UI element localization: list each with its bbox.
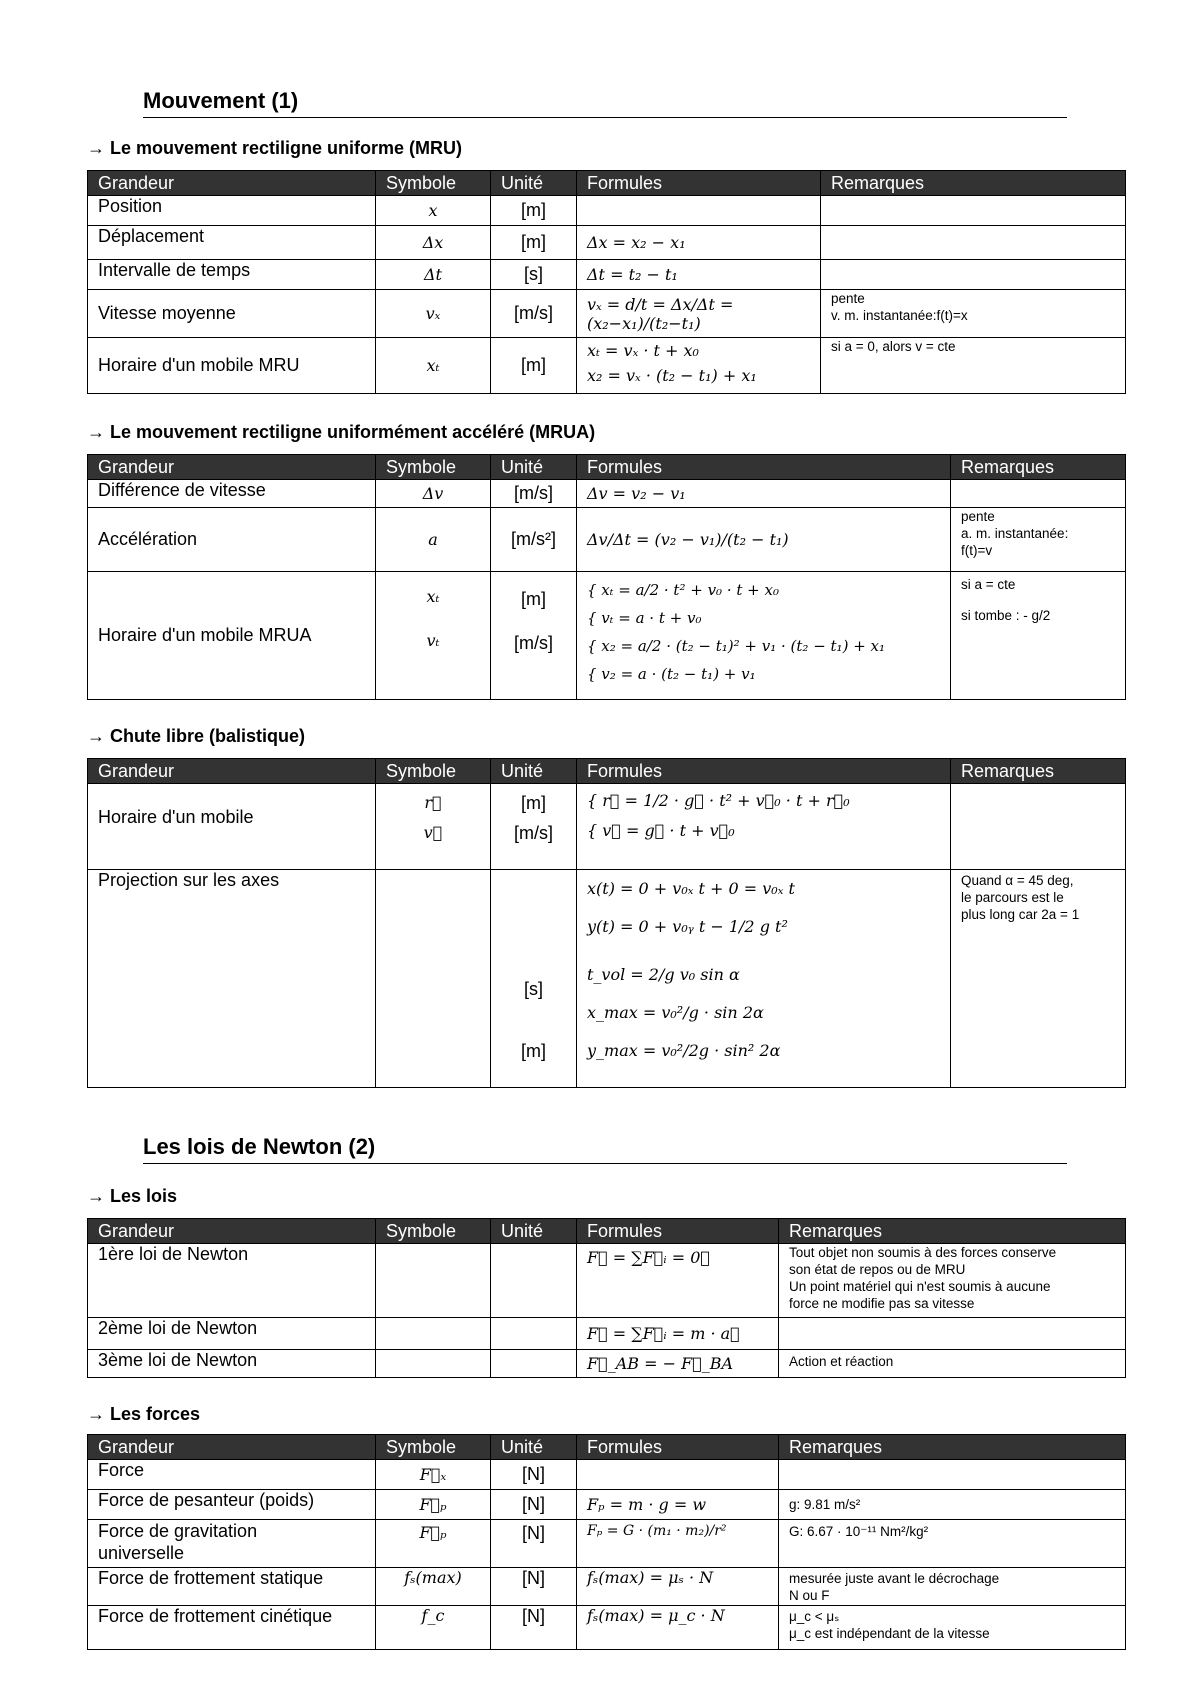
header-symbole: Symbole	[376, 171, 491, 196]
section-title-chute-libre: → Chute libre (balistique)	[87, 726, 306, 746]
formula-line: { v₂ = a · (t₂ − t₁) + v₁	[587, 665, 756, 683]
header-symbole: Symbole	[376, 455, 491, 480]
table-row	[88, 1490, 1126, 1520]
cell-remarque	[821, 260, 1126, 290]
symbole-line: xₜ	[426, 587, 440, 606]
header-unite: Unité	[491, 759, 577, 784]
table-row	[88, 1606, 1126, 1650]
cell-symbole	[376, 784, 491, 870]
formula-line: { vₜ = a · t + v₀	[587, 609, 702, 627]
header-grandeur: Grandeur	[88, 1219, 376, 1244]
cell-grandeur: Différence de vitesse	[88, 480, 376, 508]
formula-line: { xₜ = a/2 · t² + v₀ · t + x₀	[587, 581, 779, 599]
cell-unite: [m/s²]	[491, 508, 577, 572]
formula-line: { v⃗ = g⃗ · t + v⃗₀	[587, 821, 735, 840]
table-row	[88, 1568, 1126, 1606]
cell-remarque	[951, 784, 1126, 870]
cell-formule: Fₚ = m · g = w	[577, 1490, 779, 1520]
cell-grandeur: Horaire d'un mobile MRUA	[88, 572, 376, 700]
cell-symbole: x	[376, 196, 491, 226]
remarque-line: force ne modifie pas sa vitesse	[789, 1296, 975, 1311]
table-row	[88, 1318, 1126, 1350]
formula-line: x₂ = vₓ · (t₂ − t₁) + x₁	[587, 366, 757, 385]
unite-line: [s]	[523, 979, 543, 999]
cell-formule: Δv/Δt = (v₂ − v₁)/(t₂ − t₁)	[577, 508, 951, 572]
cell-grandeur: 3ème loi de Newton	[88, 1350, 376, 1378]
header-grandeur: Grandeur	[88, 1435, 376, 1460]
table-row	[88, 1350, 1126, 1378]
section-title-lois: → Les lois	[87, 1186, 178, 1206]
cell-remarque	[779, 1318, 1126, 1350]
header-formules: Formules	[577, 455, 951, 480]
section-title-forces: → Les forces	[87, 1404, 201, 1424]
cell-unite: [m/s]	[491, 480, 577, 508]
symbole-line: vₜ	[426, 631, 440, 650]
header-grandeur: Grandeur	[88, 171, 376, 196]
table-chute-libre	[87, 758, 1126, 1088]
cell-unite: [N]	[491, 1606, 577, 1650]
cell-formule	[577, 196, 821, 226]
table-row	[88, 226, 1126, 260]
cell-grandeur: Horaire d'un mobile MRU	[88, 338, 376, 394]
cell-unite: [m]	[491, 196, 577, 226]
table-row	[88, 260, 1126, 290]
cell-symbole: Δt	[376, 260, 491, 290]
section-title-mrua: → Le mouvement rectiligne uniformément accéléré (MRUA)	[87, 422, 596, 442]
cell-grandeur	[88, 1520, 376, 1568]
cell-grandeur: Intervalle de temps	[88, 260, 376, 290]
remarque-line: plus long car 2a = 1	[961, 907, 1080, 922]
remarque-line: pente	[961, 509, 995, 524]
table-header-row	[88, 455, 1126, 480]
cell-grandeur: 2ème loi de Newton	[88, 1318, 376, 1350]
unite-line: [m/s]	[514, 823, 553, 843]
chapter-title-newton: Les lois de Newton (2)	[143, 1134, 1067, 1164]
cell-unite: [N]	[491, 1460, 577, 1490]
cell-formule: F⃗ = ∑F⃗ᵢ = 0⃗	[577, 1244, 779, 1318]
cell-grandeur: Force de pesanteur (poids)	[88, 1490, 376, 1520]
cell-formule: Δt = t₂ − t₁	[577, 260, 821, 290]
cell-formule	[577, 572, 951, 700]
cell-symbole: vₓ	[376, 290, 491, 338]
remarque-line: le parcours est le	[961, 890, 1064, 905]
section-title-mru: → Le mouvement rectiligne uniforme (MRU)	[87, 138, 463, 158]
table-forces	[87, 1434, 1126, 1650]
cell-remarque	[821, 290, 1126, 338]
remarque-line: si a = cte	[961, 577, 1016, 592]
cell-formule: fₛ(max) = μ_c · N	[577, 1606, 779, 1650]
remarque-line: son état de repos ou de MRU	[789, 1262, 966, 1277]
cell-formule	[577, 784, 951, 870]
header-formules: Formules	[577, 171, 821, 196]
remarque-line: mesurée juste avant le décrochage	[789, 1571, 1000, 1586]
cell-symbole: f_c	[376, 1606, 491, 1650]
unite-line: [m/s]	[514, 633, 553, 653]
table-row	[88, 480, 1126, 508]
header-formules: Formules	[577, 1435, 779, 1460]
cell-remarque: Action et réaction	[779, 1350, 1126, 1378]
cell-grandeur: Force de frottement statique	[88, 1568, 376, 1606]
cell-formule: F⃗ = ∑F⃗ᵢ = m · a⃗	[577, 1318, 779, 1350]
cell-symbole: F⃗ₓ	[376, 1460, 491, 1490]
unite-line: [m]	[521, 793, 546, 813]
cell-unite: [N]	[491, 1520, 577, 1568]
cell-remarque	[779, 1460, 1126, 1490]
cell-unite: [s]	[491, 260, 577, 290]
cell-unite: [N]	[491, 1490, 577, 1520]
remarque-line: si tombe : - g/2	[961, 608, 1051, 623]
cell-remarque: G: 6.67 · 10⁻¹¹ Nm²/kg²	[779, 1520, 1126, 1568]
remarque-line: a. m. instantanée:	[961, 526, 1069, 541]
cell-symbole	[376, 1318, 491, 1350]
unite-line: [m]	[521, 589, 546, 609]
cell-unite	[491, 870, 577, 1088]
remarque-line: pente	[831, 291, 865, 306]
header-unite: Unité	[491, 1219, 577, 1244]
formula-line: t_vol = 2/g v₀ sin α	[587, 965, 740, 984]
cell-grandeur: Déplacement	[88, 226, 376, 260]
cell-formule: fₛ(max) = μₛ · N	[577, 1568, 779, 1606]
table-lois	[87, 1218, 1126, 1378]
remarque-line: v. m. instantanée:f(t)=x	[831, 308, 968, 323]
cell-remarque	[951, 572, 1126, 700]
cell-remarque	[951, 870, 1126, 1088]
cell-formule	[577, 338, 821, 394]
formula-line: y(t) = 0 + v₀ᵧ t − 1/2 g t²	[587, 917, 788, 936]
cell-formule: vₓ = d/t = Δx/Δt = (x₂−x₁)/(t₂−t₁)	[577, 290, 821, 338]
table-header-row	[88, 759, 1126, 784]
table-row	[88, 1460, 1126, 1490]
header-remarques: Remarques	[951, 759, 1126, 784]
cell-formule	[577, 870, 951, 1088]
cell-unite	[491, 1350, 577, 1378]
table-row	[88, 290, 1126, 338]
cell-formule: Δv = v₂ − v₁	[577, 480, 951, 508]
header-symbole: Symbole	[376, 759, 491, 784]
formula-line: { r⃗ = 1/2 · g⃗ · t² + v⃗₀ · t + r⃗₀	[587, 791, 850, 810]
cell-symbole	[376, 870, 491, 1088]
cell-remarque	[779, 1568, 1126, 1606]
table-header-row	[88, 1219, 1126, 1244]
header-symbole: Symbole	[376, 1435, 491, 1460]
cell-grandeur: Force	[88, 1460, 376, 1490]
table-row	[88, 784, 1126, 870]
table-row	[88, 508, 1126, 572]
chapter-title-mouvement: Mouvement (1)	[143, 88, 1067, 118]
header-remarques: Remarques	[779, 1219, 1126, 1244]
remarque-line: N ou F	[789, 1588, 830, 1603]
header-unite: Unité	[491, 171, 577, 196]
cell-unite	[491, 784, 577, 870]
table-row	[88, 338, 1126, 394]
remarque-line: Quand α = 45 deg,	[961, 873, 1074, 888]
header-grandeur: Grandeur	[88, 759, 376, 784]
header-symbole: Symbole	[376, 1219, 491, 1244]
formula-line: y_max = v₀²/2g · sin² 2α	[587, 1041, 781, 1060]
header-remarques: Remarques	[779, 1435, 1126, 1460]
formula-line: { x₂ = a/2 · (t₂ − t₁)² + v₁ · (t₂ − t₁) + x₁	[587, 637, 886, 655]
cell-symbole: Δv	[376, 480, 491, 508]
cell-symbole	[376, 1244, 491, 1318]
cell-grandeur: Vitesse moyenne	[88, 290, 376, 338]
remarque-line: Un point matériel qui n'est soumis à aucune	[789, 1279, 1051, 1294]
table-row	[88, 572, 1126, 700]
cell-unite: [m]	[491, 226, 577, 260]
remarque-line: μ_c est indépendant de la vitesse	[789, 1626, 990, 1641]
cell-remarque	[779, 1606, 1126, 1650]
header-formules: Formules	[577, 1219, 779, 1244]
cell-unite	[491, 572, 577, 700]
grandeur-line: universelle	[98, 1543, 185, 1563]
cell-symbole: fₛ(max)	[376, 1568, 491, 1606]
cell-remarque: si a = 0, alors v = cte	[821, 338, 1126, 394]
header-formules: Formules	[577, 759, 951, 784]
formula-line: xₜ = vₓ · t + x₀	[587, 341, 699, 360]
cell-symbole: Δx	[376, 226, 491, 260]
remarque-line: f(t)=v	[961, 543, 993, 558]
cell-grandeur: Force de frottement cinétique	[88, 1606, 376, 1650]
cell-formule: Fₚ = G · (m₁ · m₂)/r²	[577, 1520, 779, 1568]
header-unite: Unité	[491, 455, 577, 480]
table-row	[88, 870, 1126, 1088]
cell-symbole	[376, 1350, 491, 1378]
cell-remarque	[821, 226, 1126, 260]
cell-grandeur: Projection sur les axes	[88, 870, 376, 1088]
cell-symbole: xₜ	[376, 338, 491, 394]
header-grandeur: Grandeur	[88, 455, 376, 480]
remarque-line: μ_c < μₛ	[789, 1609, 840, 1624]
table-row	[88, 1244, 1126, 1318]
cell-symbole: F⃗ₚ	[376, 1520, 491, 1568]
table-mrua	[87, 454, 1126, 700]
cell-remarque	[821, 196, 1126, 226]
cell-grandeur: 1ère loi de Newton	[88, 1244, 376, 1318]
formula-line: x(t) = 0 + v₀ₓ t + 0 = v₀ₓ t	[587, 879, 795, 898]
cell-formule: F⃗_AB = − F⃗_BA	[577, 1350, 779, 1378]
formula-line: x_max = v₀²/g · sin 2α	[587, 1003, 764, 1022]
symbole-line: r⃗	[424, 793, 442, 812]
table-header-row	[88, 1435, 1126, 1460]
header-remarques: Remarques	[821, 171, 1126, 196]
cell-symbole: F⃗ₚ	[376, 1490, 491, 1520]
cell-formule	[577, 1460, 779, 1490]
table-row	[88, 1520, 1126, 1568]
remarque-line: Tout objet non soumis à des forces conserve	[789, 1245, 1057, 1260]
grandeur-line: Force de gravitation	[98, 1521, 258, 1541]
cell-unite: [m/s]	[491, 290, 577, 338]
cell-unite: [N]	[491, 1568, 577, 1606]
symbole-line: v⃗	[423, 823, 443, 842]
cell-grandeur: Horaire d'un mobile	[88, 784, 376, 870]
cell-remarque	[779, 1244, 1126, 1318]
cell-grandeur: Accélération	[88, 508, 376, 572]
cell-unite	[491, 1318, 577, 1350]
header-unite: Unité	[491, 1435, 577, 1460]
unite-line: [m]	[521, 1041, 546, 1061]
table-row	[88, 196, 1126, 226]
header-remarques: Remarques	[951, 455, 1126, 480]
cell-remarque	[951, 480, 1126, 508]
cell-unite: [m]	[491, 338, 577, 394]
cell-unite	[491, 1244, 577, 1318]
cell-symbole	[376, 572, 491, 700]
cell-symbole: a	[376, 508, 491, 572]
cell-grandeur: Position	[88, 196, 376, 226]
cell-formule: Δx = x₂ − x₁	[577, 226, 821, 260]
table-header-row	[88, 171, 1126, 196]
cell-remarque	[951, 508, 1126, 572]
cell-remarque: g: 9.81 m/s²	[779, 1490, 1126, 1520]
table-mru	[87, 170, 1126, 394]
